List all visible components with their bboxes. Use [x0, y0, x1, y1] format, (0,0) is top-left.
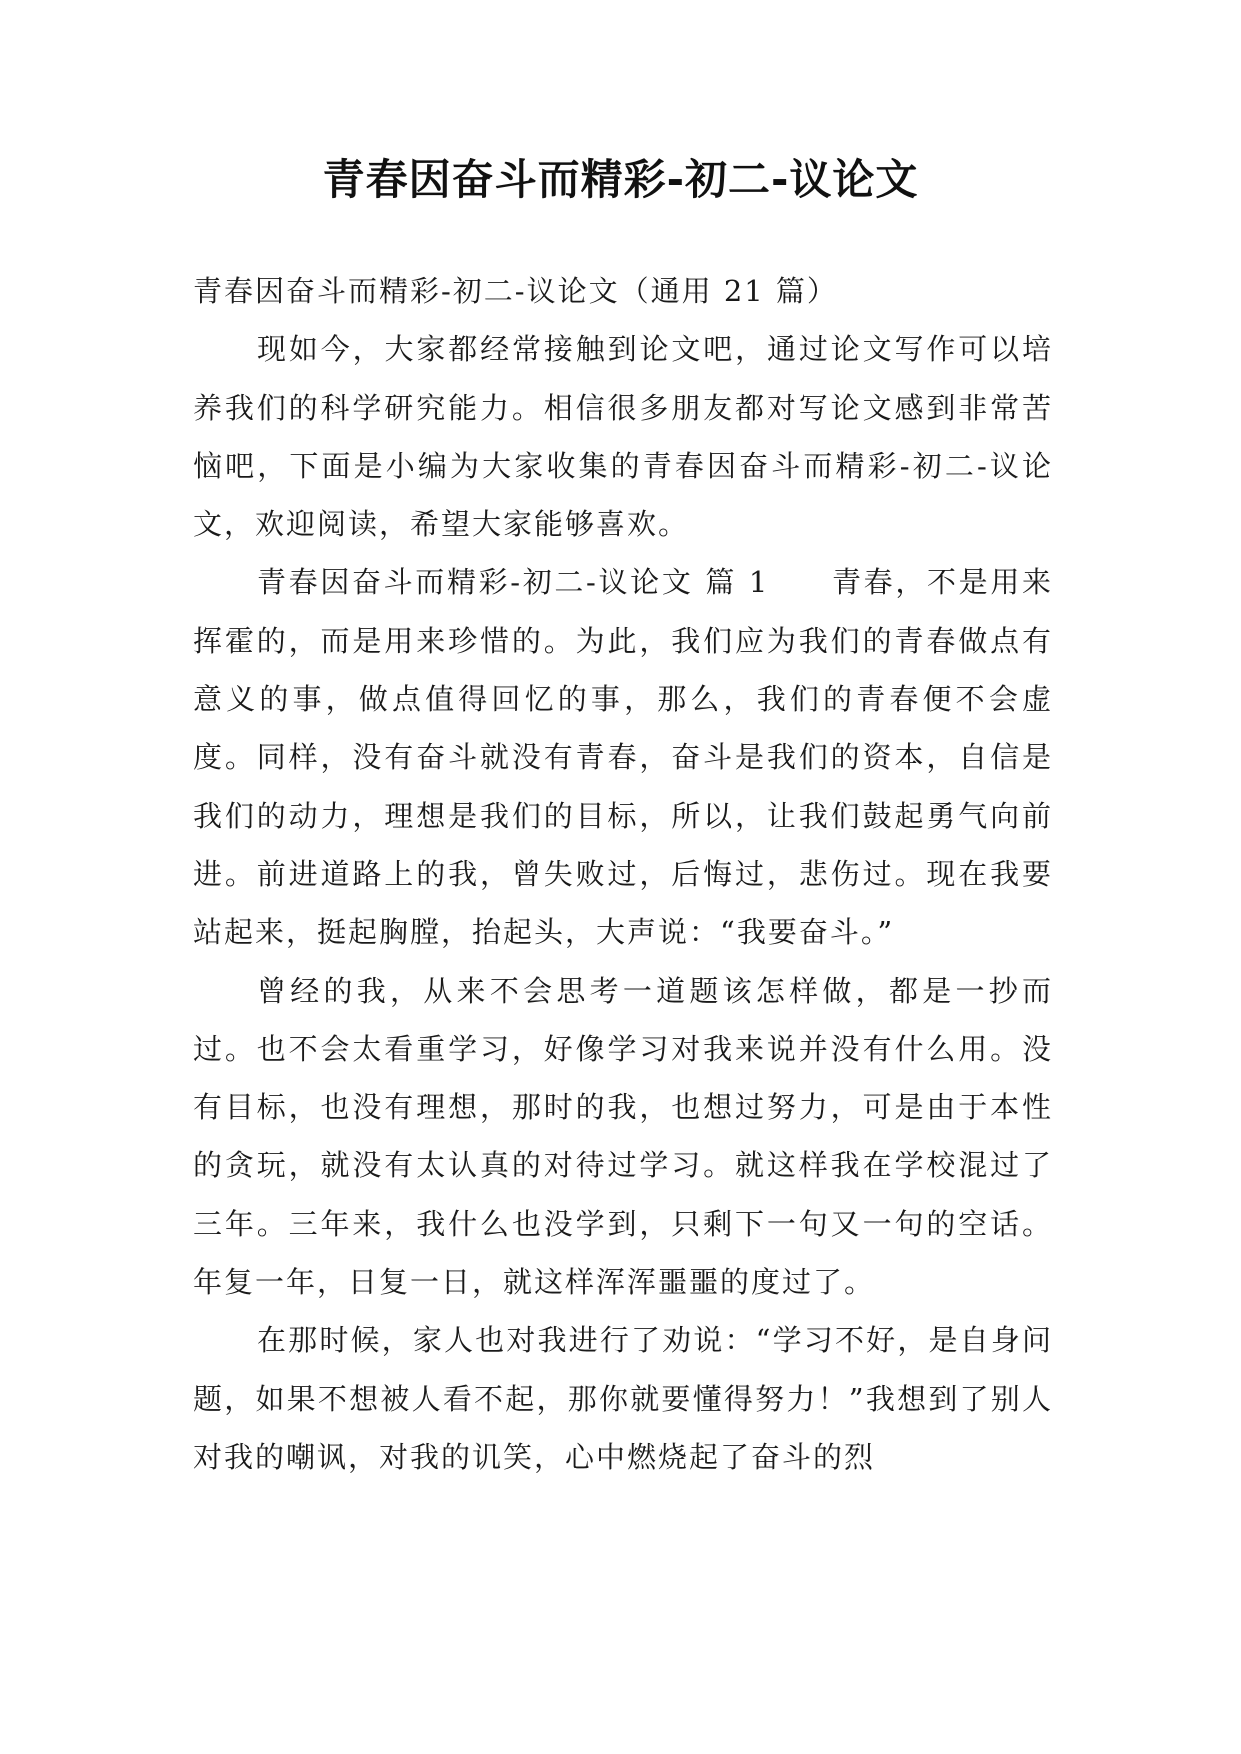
section-1-text: 青春，不是用来挥霍的，而是用来珍惜的。为此，我们应为我们的青春做点有意义的事，做点值得回忆的事，那么，我们的青春便不会虚度。同样，没有奋斗就没有青春，奋斗是我们的资本，自信是我们的动力，理想是我们的目标，所以，让我们鼓起勇气向前进。前进道路上的我，曾失败过，后悔过，悲伤过。现在我要站起来，挺起胸膛，抬起头，大声说：“我要奋斗。” — [193, 565, 1053, 950]
document-subtitle: 青春因奋斗而精彩-初二-议论文（通用 21 篇） — [193, 274, 838, 308]
document-title: 青春因奋斗而精彩-初二-议论文 — [322, 155, 919, 204]
section-2-paragraph: 曾经的我，从来不会思考一道题该怎样做，都是一抄而过。也不会太看重学习，好像学习对我来说并没有什么用。没有目标，也没有理想，那时的我，也想过努力，可是由于本性的贪玩，就没有太认真的对待过学习。就这样我在学校混过了三年。三年来，我什么也没学到，只剩下一句又一句的空话。年复一年，日复一日，就这样浑浑噩噩的度过了。 — [193, 973, 1053, 1300]
section-heading: 青春因奋斗而精彩-初二-议论文 篇 1 — [257, 565, 770, 600]
intro-paragraph: 现如今，大家都经常接触到论文吧，通过论文写作可以培养我们的科学研究能力。相信很多朋友都对写论文感到非常苦恼吧，下面是小编为大家收集的青春因奋斗而精彩-初二-议论文，欢迎阅读，希望大家能够喜欢。 — [193, 332, 1053, 542]
document-body — [193, 262, 1053, 1486]
section-1-paragraph — [193, 553, 1053, 961]
section-3-paragraph: 在那时候，家人也对我进行了劝说：“学习不好，是自身问题，如果不想被人看不起，那你就要懂得努力！”我想到了别人对我的嘲讽，对我的讥笑，心中燃烧起了奋斗的烈 — [193, 1323, 1053, 1474]
